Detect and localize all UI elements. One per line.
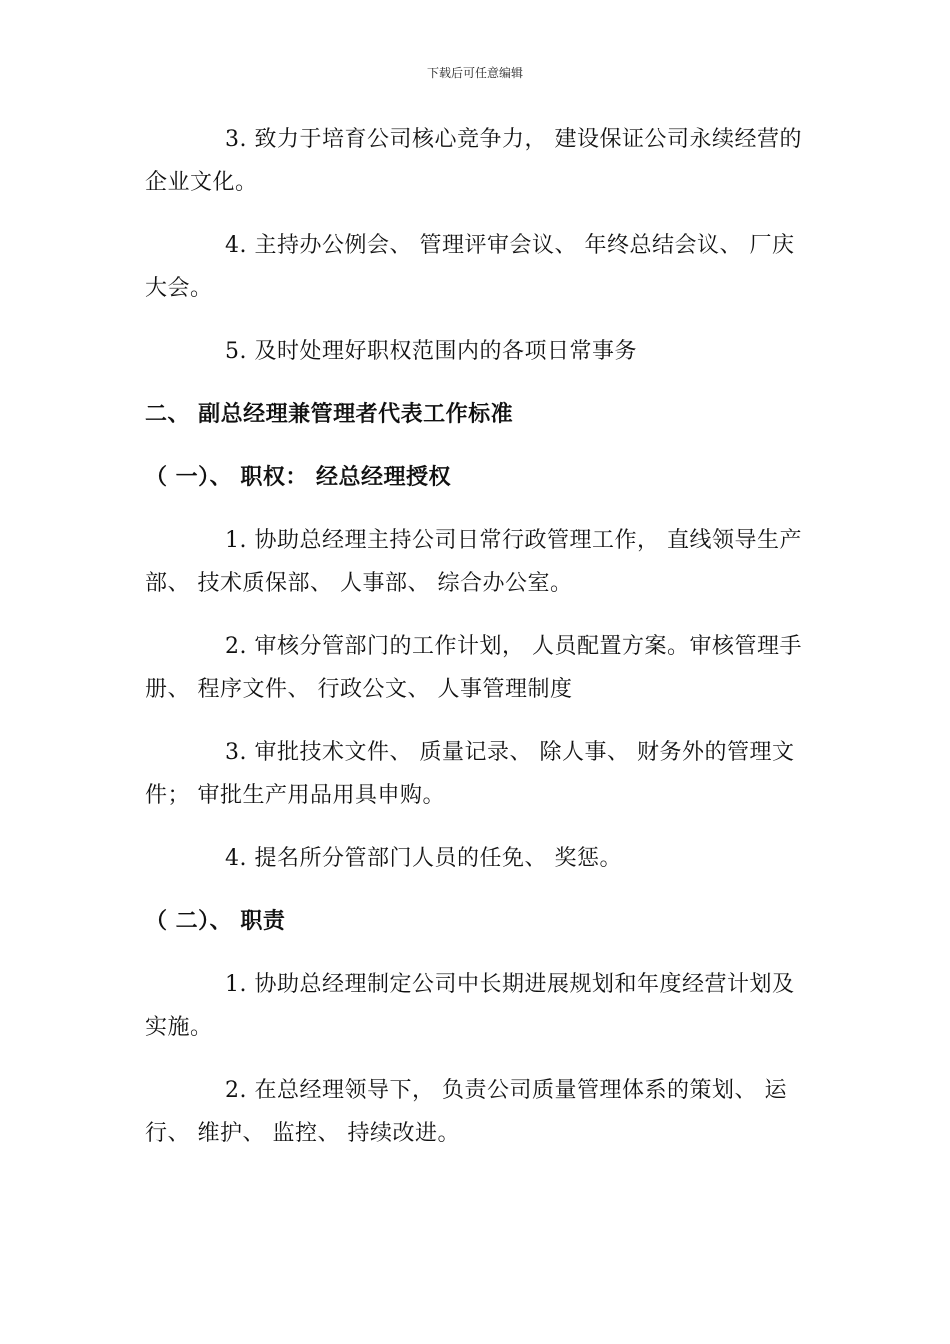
duty-item-1: 1. 协助总经理制定公司中长期进展规划和年度经营计划及实施。 xyxy=(145,972,795,1040)
authority-item-2: 2. 审核分管部门的工作计划， 人员配置方案。审核管理手册、 程序文件、 行政公文、 人事管理制度 xyxy=(145,634,802,702)
paragraph-item-5: 5. 及时处理好职权范围内的各项日常事务 xyxy=(225,339,637,364)
paragraph-item-3: 3. 致力于培育公司核心竞争力， 建设保证公司永续经营的企业文化。 xyxy=(145,127,802,195)
subsection-heading-duties: （ 二）、 职责 xyxy=(145,909,286,934)
section-heading-2: 二、 副总经理兼管理者代表工作标准 xyxy=(145,402,514,427)
subsection-heading-authority: （ 一）、 职权： 经总经理授权 xyxy=(145,465,451,490)
authority-item-1: 1. 协助总经理主持公司日常行政管理工作， 直线领导生产部、 技术质保部、 人事部、 综合办公室。 xyxy=(145,528,802,596)
page-header-note: 下载后可任意编辑 xyxy=(426,66,523,80)
authority-item-3: 3. 审批技术文件、 质量记录、 除人事、 财务外的管理文件； 审批生产用品用具申购。 xyxy=(145,740,795,808)
duty-item-2: 2. 在总经理领导下， 负责公司质量管理体系的策划、 运行、 维护、 监控、 持续改进。 xyxy=(145,1078,787,1146)
document-body xyxy=(145,118,810,1175)
paragraph-item-4: 4. 主持办公例会、 管理评审会议、 年终总结会议、 厂庆大会。 xyxy=(145,233,795,301)
authority-item-4: 4. 提名所分管部门人员的任免、 奖惩。 xyxy=(225,846,622,871)
